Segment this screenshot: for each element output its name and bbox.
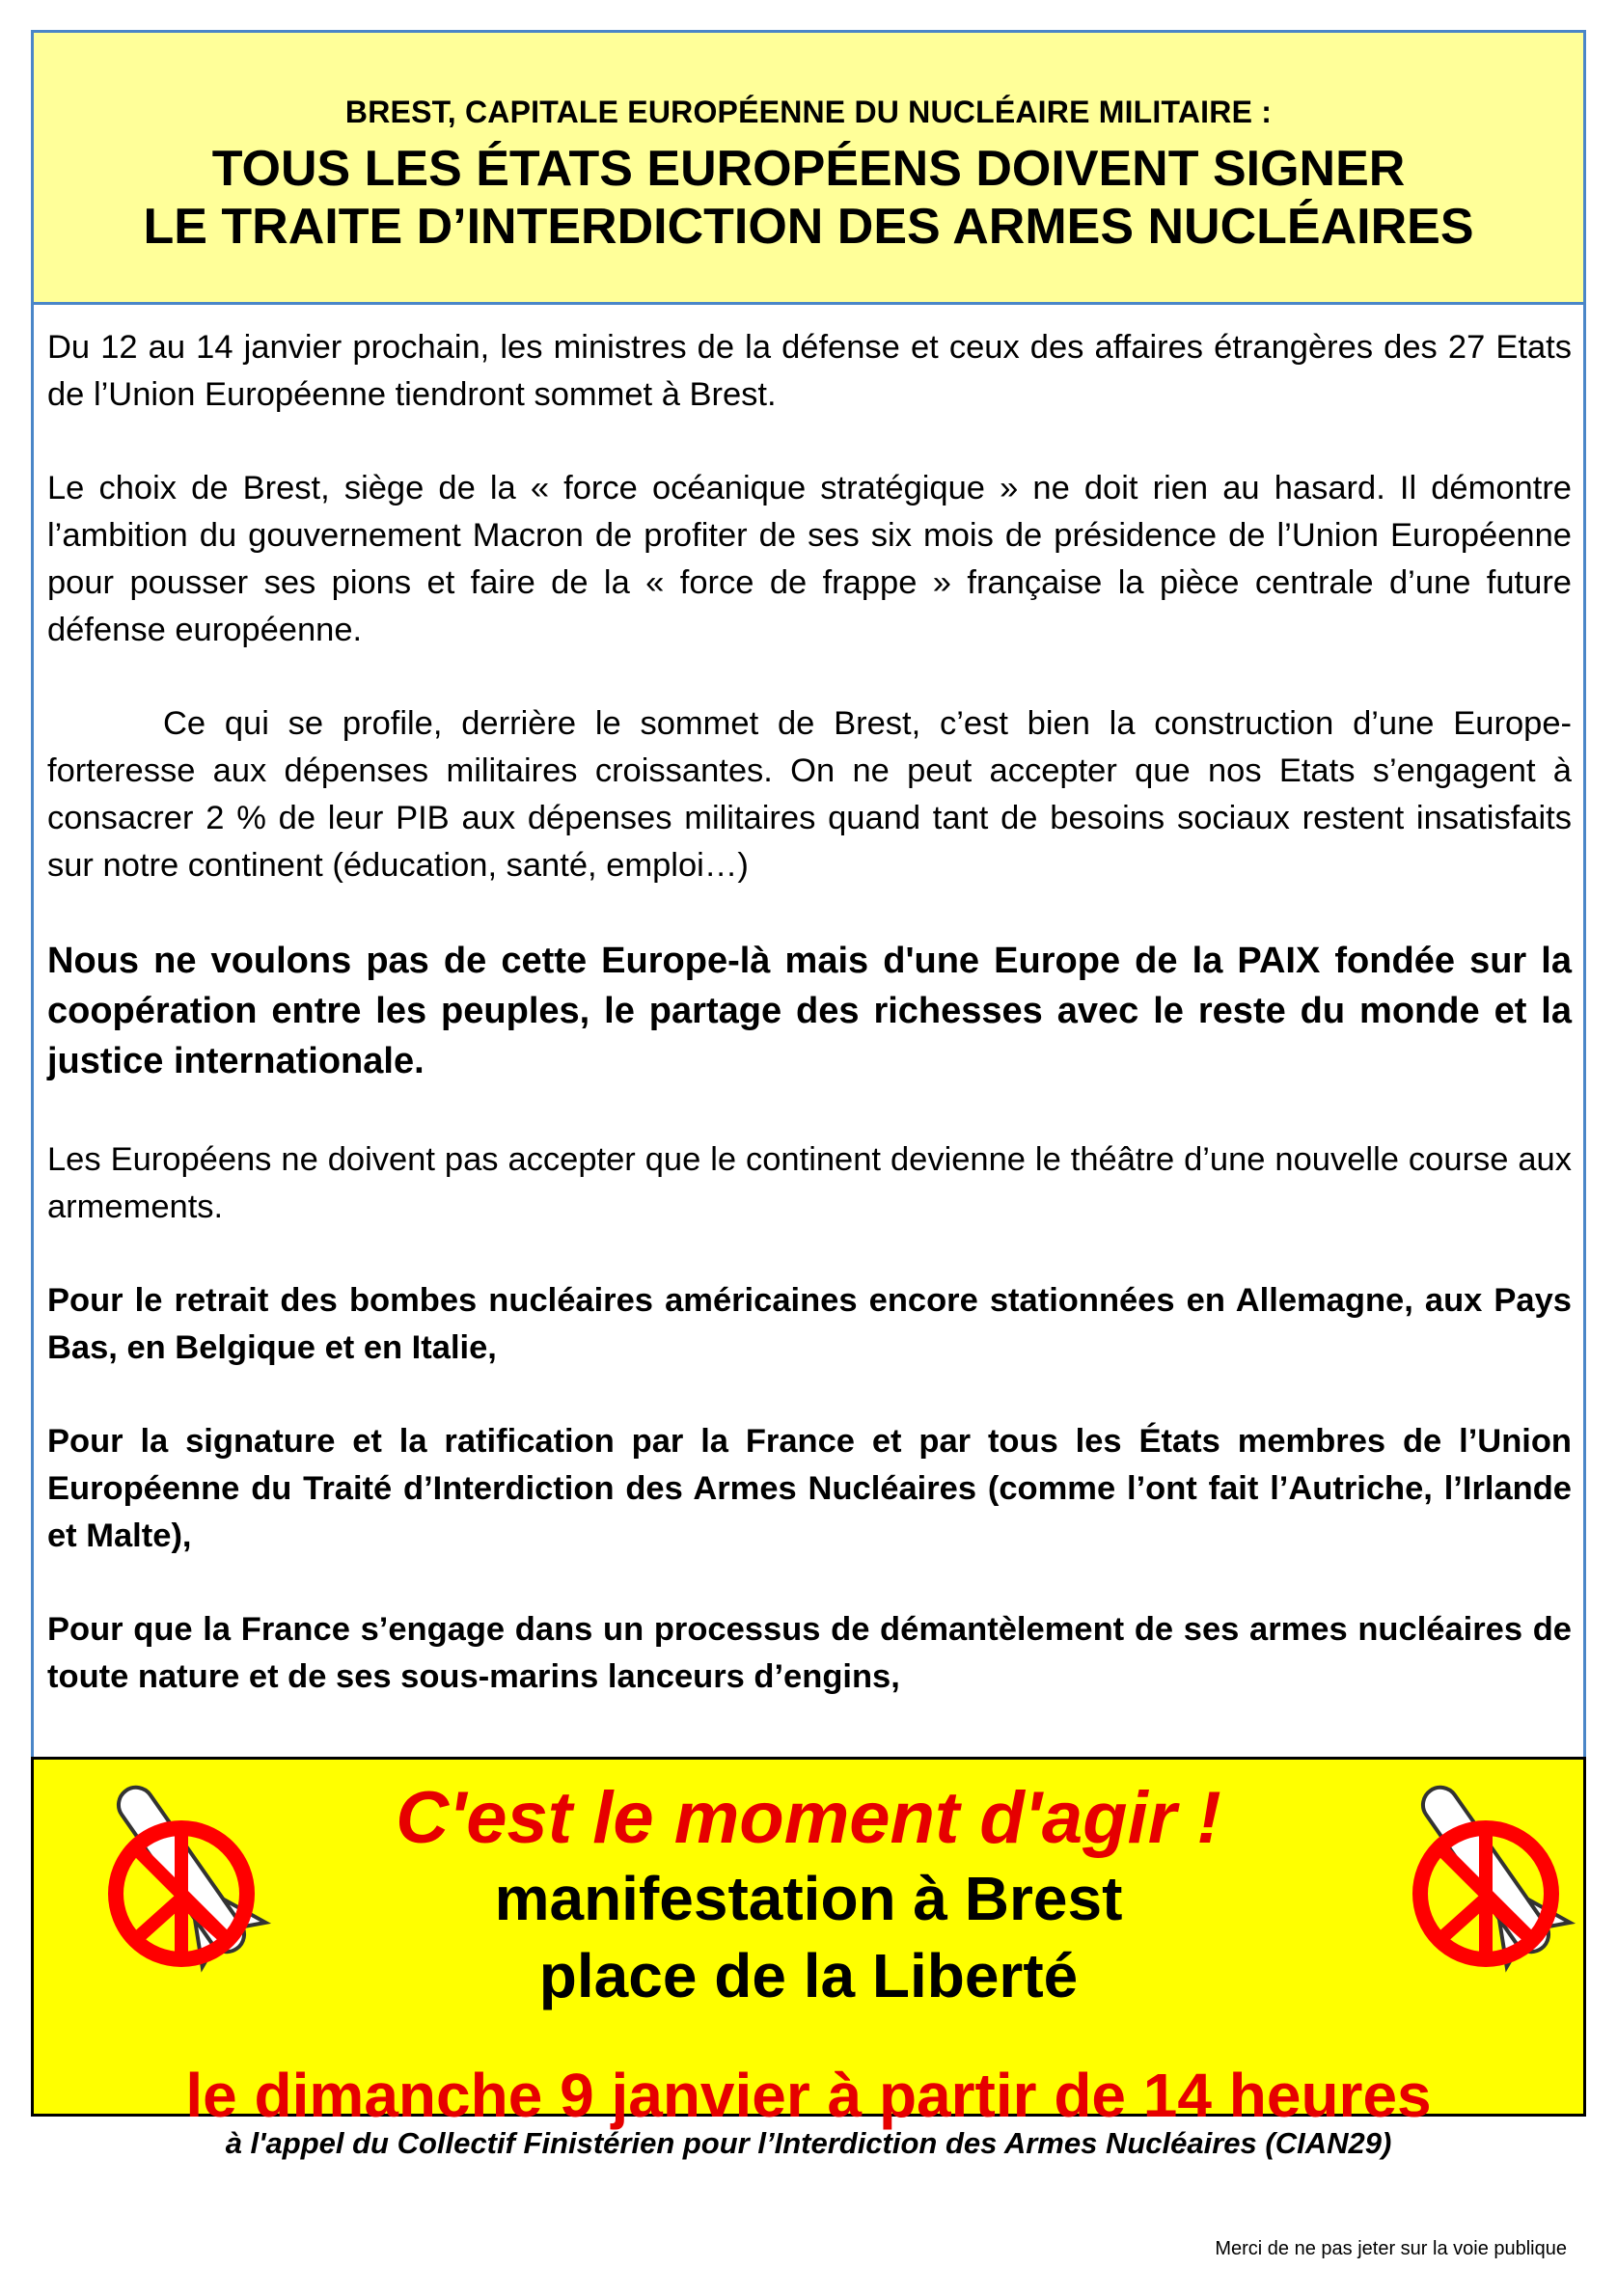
no-nuclear-peace-icon bbox=[1380, 1763, 1592, 1976]
event-line-2: place de la Liberté bbox=[538, 1941, 1079, 2010]
paragraph-summit: Du 12 au 14 janvier prochain, les ministres de la défense et ceux des affaires étrangères des 27 Etats de l’Union Européenne tiendront sommet à Brest. bbox=[47, 329, 1572, 413]
demand-dismantling: Pour que la France s’engage dans un processus de démantèlement de ses armes nucléaires de toute nature et de ses sous-marins lanceurs d’engins, bbox=[47, 1611, 1572, 1695]
paragraph-fortress-europe: Ce qui se profile, derrière le sommet de Brest, c’est bien la construction d’une Europe-forteresse aux dépenses militaires croissantes. On ne peut accepter que nos Etats s’engagent à consacrer 2 % de leur PIB aux dépenses militaires quand tant de besoins sociaux restent insatisfaits sur notre continent (éducation, santé, emploi…) bbox=[47, 705, 1572, 884]
page-title bbox=[34, 140, 1583, 256]
headline-line-2: LE TRAITE D’INTERDICTION DES ARMES NUCLÉAIRES bbox=[143, 199, 1474, 255]
cta-headline: C'est le moment d'agir ! bbox=[396, 1777, 1221, 1859]
paragraph-brest-choice: Le choix de Brest, siège de la « force océanique stratégique » ne doit rien au hasard. Il démontre l’ambition du gouvernement Macron de profiter de ses six mois de présidence de l’Union Européenne pour pousser ses pions et faire de la « force de frappe » française la pièce centrale d’une future défense européenne. bbox=[47, 470, 1572, 648]
event-date: le dimanche 9 janvier à partir de 14 heures bbox=[185, 2061, 1432, 2130]
footnote: Merci de ne pas jeter sur la voie publique bbox=[1215, 2238, 1567, 2259]
demand-withdrawal: Pour le retrait des bombes nucléaires américaines encore stationnées en Allemagne, aux Pays Bas, en Belgique et en Italie, bbox=[47, 1282, 1572, 1366]
appeal-line: à l'appel du Collectif Finistérien pour l’Interdiction des Armes Nucléaires (CIAN29) bbox=[225, 2126, 1392, 2160]
headline-line-1: TOUS LES ÉTATS EUROPÉENS DOIVENT SIGNER bbox=[211, 141, 1406, 197]
paragraph-peace-europe: Nous ne voulons pas de cette Europe-là mais d'une Europe de la PAIX fondée sur la coopération entre les peuples, le partage des richesses avec le reste du monde et la justice internationale. bbox=[47, 941, 1572, 1081]
paragraph-arms-race: Les Européens ne doivent pas accepter que le continent devienne le théâtre d’une nouvelle course aux armements. bbox=[47, 1141, 1572, 1225]
demand-ratification: Pour la signature et la ratification par la France et par tous les États membres de l’Union Européenne du Traité d’Interdiction des Armes Nucléaires (comme l’ont fait l’Autriche, l’Irlande et Malte), bbox=[47, 1423, 1572, 1554]
header-kicker: BREST, CAPITALE EUROPÉENNE DU NUCLÉAIRE MILITAIRE : bbox=[344, 95, 1273, 129]
body-box bbox=[31, 305, 1586, 1757]
header-box bbox=[31, 30, 1586, 305]
event-line-1: manifestation à Brest bbox=[494, 1864, 1123, 1933]
no-nuclear-peace-icon bbox=[75, 1763, 288, 1976]
